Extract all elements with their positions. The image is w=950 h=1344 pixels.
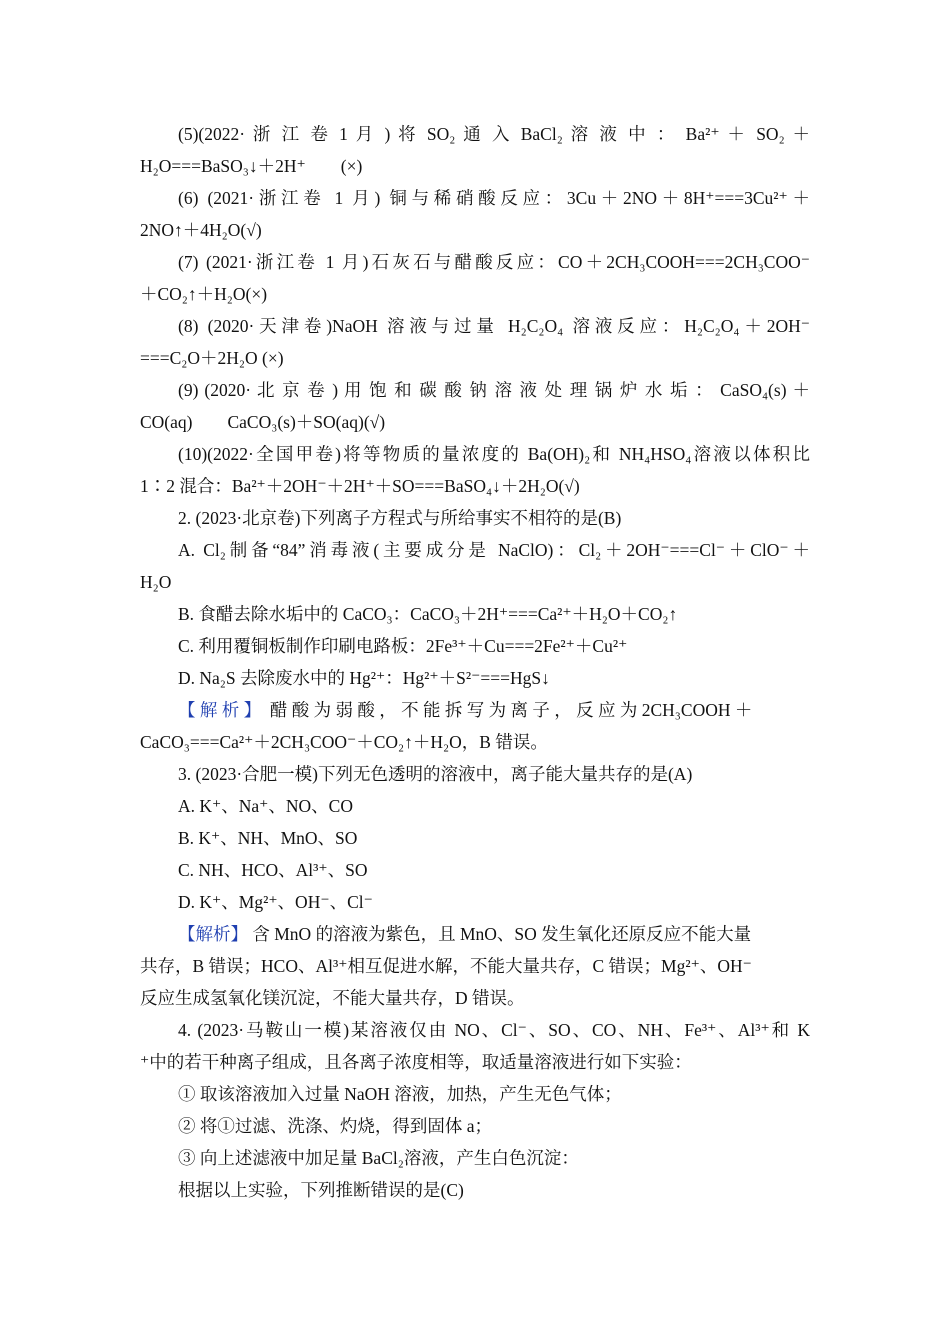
analysis-line	[178, 698, 810, 722]
text-line: (7) (2021·浙江卷 1 月)石灰石与醋酸反应：CO＋2CH₃COOH===2CH₃COO⁻	[178, 252, 810, 272]
text-line: H₂O	[140, 572, 172, 592]
analysis-text: 含 MnO 的溶液为紫色，且 MnO、SO 发生氧化还原反应不能大量	[252, 924, 752, 944]
text-line: 共存，B 错误；HCO、Al³⁺相互促进水解，不能大量共存，C 错误；Mg²⁺、OH⁻	[140, 956, 752, 976]
text-line: (9) (2020· 北 京 卷 ) 用 饱 和 碳 酸 钠 溶 液 处 理 锅 炉 水 垢 ： CaSO₄(s) ＋	[178, 380, 810, 400]
question-4-prompt: 根据以上实验，下列推断错误的是(C)	[178, 1180, 464, 1200]
option-d: D. Na₂S 去除废水中的 Hg²⁺：Hg²⁺＋S²⁻===HgS↓	[178, 668, 550, 688]
text-line: (6) (2021·浙江卷 1 月) 铜与稀硝酸反应：3Cu＋2NO＋8H⁺===3Cu²⁺＋	[178, 188, 810, 208]
question-4-stem: 4. (2023·马鞍山一模)某溶液仅由 NO、Cl⁻、SO、CO、NH、Fe³⁺、Al³⁺和 K	[178, 1020, 810, 1040]
experiment-step: ② 将①过滤、洗涤、灼烧，得到固体 a；	[178, 1116, 493, 1136]
option-c: C. NH、HCO、Al³⁺、SO	[178, 860, 368, 880]
question-2-stem: 2. (2023·北京卷)下列离子方程式与所给事实不相符的是(B)	[178, 508, 622, 528]
option-a: A. K⁺、Na⁺、NO、CO	[178, 796, 353, 816]
analysis-line	[178, 922, 810, 946]
text-line: (5)(2022· 浙 江 卷 1 月 ) 将 SO₂ 通 入 BaCl₂ 溶 液 中 ： Ba²⁺ ＋ SO₂ ＋	[178, 124, 810, 144]
option-d: D. K⁺、Mg²⁺、OH⁻、Cl⁻	[178, 892, 373, 912]
experiment-step: ① 取该溶液加入过量 NaOH 溶液，加热，产生无色气体；	[178, 1084, 622, 1104]
text-line: ＋CO₂↑＋H₂O(×)	[140, 284, 268, 304]
text-line: 2NO↑＋4H₂O(√)	[140, 220, 262, 240]
analysis-text: 醋 酸 为 弱 酸 ， 不 能 拆 写 为 离 子 ， 反 应 为 2CH₃COOH ＋	[269, 700, 753, 720]
text-line: 反应生成氢氧化镁沉淀，不能大量共存，D 错误。	[140, 988, 525, 1008]
text-line: ===C₂O＋2H₂O (×)	[140, 348, 284, 368]
text-line: (10)(2022·全国甲卷)将等物质的量浓度的 Ba(OH)₂和 NH₄HSO₄溶液以体积比	[178, 444, 810, 464]
text-line: 1∶2 混合：Ba²⁺＋2OH⁻＋2H⁺＋SO===BaSO₄↓＋2H₂O(√)	[140, 476, 580, 496]
analysis-tag: 【解析】	[178, 924, 248, 944]
text-line: H₂O===BaSO₃↓＋2H⁺ (×)	[140, 156, 363, 176]
experiment-step: ③ 向上述滤液中加足量 BaCl₂溶液，产生白色沉淀：	[178, 1148, 579, 1168]
option-b: B. 食醋去除水垢中的 CaCO₃：CaCO₃＋2H⁺===Ca²⁺＋H₂O＋CO₂↑	[178, 604, 678, 624]
option-a: A. Cl₂制备“84”消毒液(主要成分是 NaClO)：Cl₂＋2OH⁻===Cl⁻＋ClO⁻＋	[178, 540, 810, 560]
text-line: ⁺中的若干种离子组成，且各离子浓度相等，取适量溶液进行如下实验：	[140, 1052, 692, 1072]
option-b: B. K⁺、NH、MnO、SO	[178, 828, 358, 848]
text-line: CO(aq) CaCO₃(s)＋SO(aq)(√)	[140, 412, 386, 432]
question-3-stem: 3. (2023·合肥一模)下列无色透明的溶液中，离子能大量共存的是(A)	[178, 764, 693, 784]
analysis-tag: 【 解 析 】	[178, 700, 253, 720]
text-line: (8) (2020·天津卷)NaOH 溶液与过量 H₂C₂O₄ 溶液反应：H₂C₂O₄＋2OH⁻	[178, 316, 810, 336]
text-line: CaCO₃===Ca²⁺＋2CH₃COO⁻＋CO₂↑＋H₂O，B 错误。	[140, 732, 548, 752]
option-c: C. 利用覆铜板制作印刷电路板：2Fe³⁺＋Cu===2Fe²⁺＋Cu²⁺	[178, 636, 628, 656]
